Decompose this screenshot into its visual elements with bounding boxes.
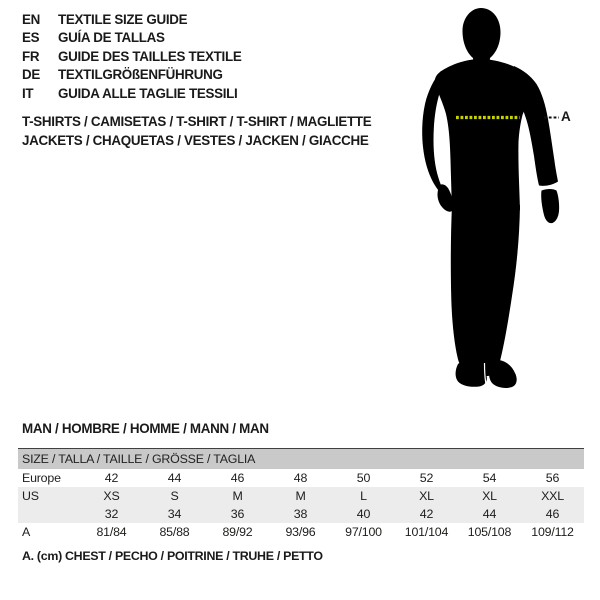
row-label: Europe	[22, 471, 61, 485]
section-title-man: MAN / HOMBRE / HOMME / MANN / MAN	[22, 421, 269, 436]
cell: 46	[230, 471, 245, 485]
language-code: FR	[22, 48, 40, 64]
cell: 52	[419, 471, 434, 485]
cell: 101/104	[404, 525, 449, 539]
cell: L	[332, 487, 395, 505]
language-code: EN	[22, 12, 41, 27]
language-row	[22, 50, 241, 63]
cell: 81/84	[96, 525, 127, 539]
cell: 56	[545, 471, 560, 485]
cell: 97/100	[345, 525, 382, 539]
category-lines	[22, 115, 371, 147]
guide-title: GUÍA DE TALLAS	[58, 30, 165, 46]
cell: XL	[458, 487, 521, 505]
cell: 40	[332, 505, 395, 523]
cell: 50	[356, 471, 371, 485]
cell: 42	[104, 471, 119, 485]
cell: 46	[521, 505, 584, 523]
language-row	[22, 87, 241, 100]
table-row-europe	[18, 469, 584, 487]
cell: XS	[80, 487, 143, 505]
size-table-header-row	[18, 449, 584, 470]
table-row-chest-a	[18, 523, 584, 541]
cell: 109/112	[531, 525, 574, 539]
cell: 105/108	[467, 525, 512, 539]
cell: 38	[269, 505, 332, 523]
row-label: A	[22, 525, 31, 539]
silhouette-right-arm	[514, 66, 558, 186]
language-code: ES	[22, 30, 40, 46]
cell: 44	[458, 505, 521, 523]
man-silhouette	[422, 8, 559, 388]
measure-footnote: A. (cm) CHEST / PECHO / POITRINE / TRUHE / PETTO	[22, 549, 323, 563]
row-label	[18, 505, 80, 523]
guide-title: GUIDE DES TAILLES TEXTILE	[58, 48, 242, 64]
cell: XL	[395, 487, 458, 505]
cell: 89/92	[222, 525, 253, 539]
category-jackets: JACKETS / CHAQUETAS / VESTES / JACKEN / GIACCHE	[22, 132, 369, 148]
language-code: IT	[22, 85, 34, 101]
guide-title: TEXTILE SIZE GUIDE	[58, 12, 188, 27]
size-table-header: SIZE / TALLA / TAILLE / GRÖSSE / TAGLIA	[18, 449, 584, 470]
language-row	[22, 13, 241, 26]
category-tshirts: T-SHIRTS / CAMISETAS / T-SHIRT / T-SHIRT / MAGLIETTE	[22, 114, 372, 129]
man-silhouette-svg	[405, 0, 580, 400]
guide-title: TEXTILGRÖßENFÜHRUNG	[58, 67, 223, 83]
silhouette-right-foot	[489, 360, 517, 388]
silhouette-legs	[451, 205, 520, 376]
silhouette-head	[463, 8, 501, 65]
cell: M	[206, 487, 269, 505]
cell: S	[143, 487, 206, 505]
cell: 32	[80, 505, 143, 523]
cell: 48	[293, 471, 308, 485]
cell: 42	[395, 505, 458, 523]
cell: M	[269, 487, 332, 505]
man-silhouette-figure	[405, 0, 580, 400]
cell: 93/96	[285, 525, 316, 539]
language-row	[22, 68, 241, 81]
cell: XXL	[521, 487, 584, 505]
language-title-list	[22, 13, 241, 100]
silhouette-left-hand	[438, 184, 454, 211]
table-row-alt-size	[18, 505, 584, 523]
cell: 85/88	[159, 525, 190, 539]
language-code: DE	[22, 67, 41, 83]
table-row-us	[18, 487, 584, 505]
cell: 44	[167, 471, 182, 485]
silhouette-right-hand	[541, 189, 559, 223]
cell: 54	[482, 471, 497, 485]
size-table	[18, 448, 584, 541]
row-label: US	[18, 487, 80, 505]
cell: 36	[206, 505, 269, 523]
guide-title: GUIDA ALLE TAGLIE TESSILI	[58, 85, 238, 101]
language-row	[22, 31, 241, 44]
measure-label-a: A	[561, 109, 571, 124]
cell: 34	[143, 505, 206, 523]
